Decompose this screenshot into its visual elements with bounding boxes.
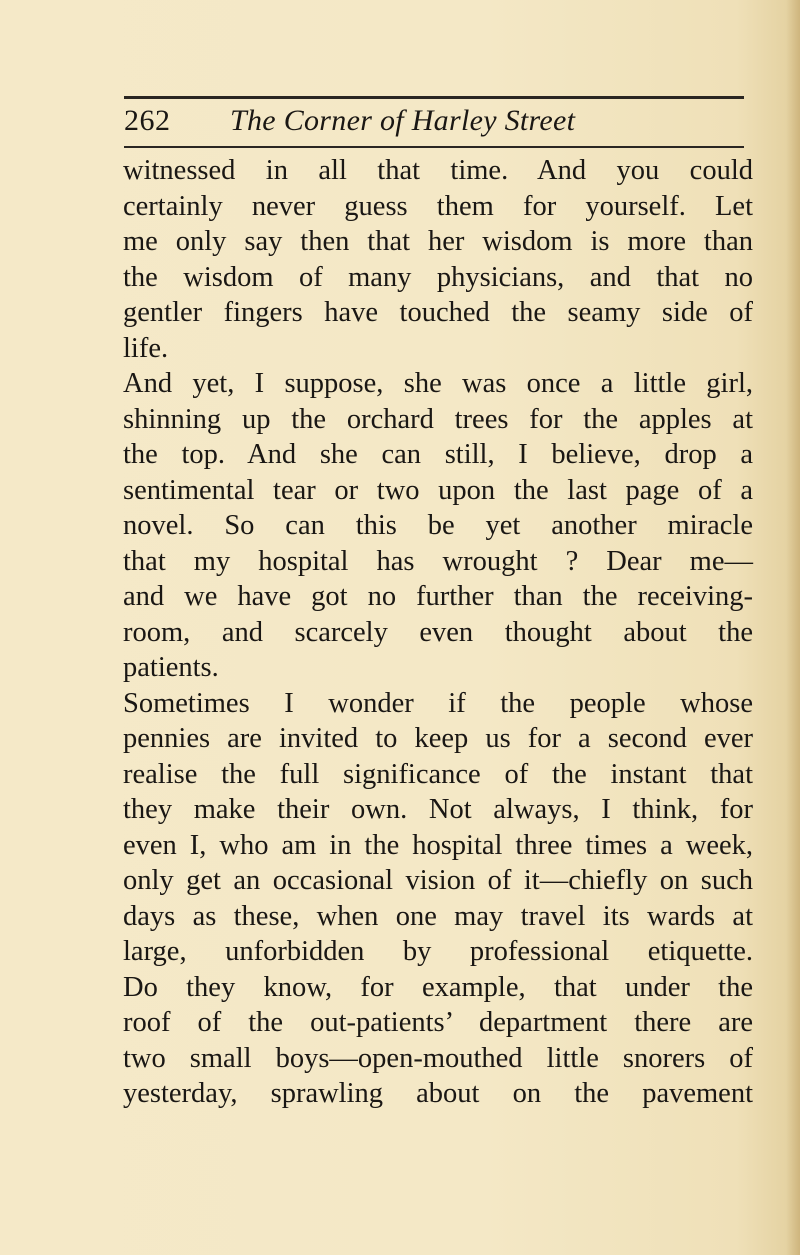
text-line: yesterday, sprawling about on the pavement — [123, 1078, 753, 1109]
text-line: only get an occasional vision of it—chiefly on such — [123, 865, 753, 896]
text-line: that my hospital has wrought ? Dear me— — [123, 545, 753, 577]
text-line: large, unforbidden by professional etiquette. — [123, 936, 753, 967]
text-line: two small boys—open-mouthed little snorers of — [123, 1042, 753, 1074]
text-line: gentler fingers have touched the seamy side of — [123, 297, 753, 328]
text-line: Sometimes I wonder if the people whose — [123, 687, 753, 719]
text-line: sentimental tear or two upon the last page of a — [123, 474, 753, 506]
text-line: shinning up the orchard trees for the apples at — [123, 403, 753, 435]
text-line: they make their own. Not always, I think, for — [123, 794, 753, 825]
text-line: witnessed in all that time. And you could — [123, 155, 753, 186]
page-edge-shadow — [786, 0, 800, 1255]
text-line: room, and scarcely even thought about the — [123, 616, 753, 648]
header-bottom-rule — [124, 146, 744, 148]
text-line: the top. And she can still, I believe, drop a — [123, 439, 753, 470]
text-line: realise the full significance of the instant that — [123, 758, 753, 790]
running-title: The Corner of Harley Street — [230, 104, 576, 137]
text-line: Do they know, for example, that under the — [123, 971, 753, 1003]
text-line: And yet, I suppose, she was once a little girl, — [123, 368, 753, 399]
text-line: roof of the out-patients’ department there are — [123, 1007, 753, 1038]
text-line: the wisdom of many physicians, and that no — [123, 261, 753, 293]
text-line: me only say then that her wisdom is more than — [123, 226, 753, 257]
header-top-rule — [124, 96, 744, 99]
text-line: days as these, when one may travel its wards at — [123, 900, 753, 932]
text-line: certainly never guess them for yourself. Let — [123, 190, 753, 222]
text-line: life. — [123, 332, 169, 364]
text-line: pennies are invited to keep us for a second ever — [123, 723, 753, 754]
body-text — [123, 153, 753, 1112]
running-header — [124, 100, 744, 144]
text-line: even I, who am in the hospital three times a week, — [123, 829, 753, 861]
page-number: 262 — [124, 104, 171, 137]
text-line: novel. So can this be yet another miracle — [123, 510, 753, 541]
text-line: and we have got no further than the receiving- — [123, 581, 753, 612]
text-line: patients. — [123, 652, 219, 683]
